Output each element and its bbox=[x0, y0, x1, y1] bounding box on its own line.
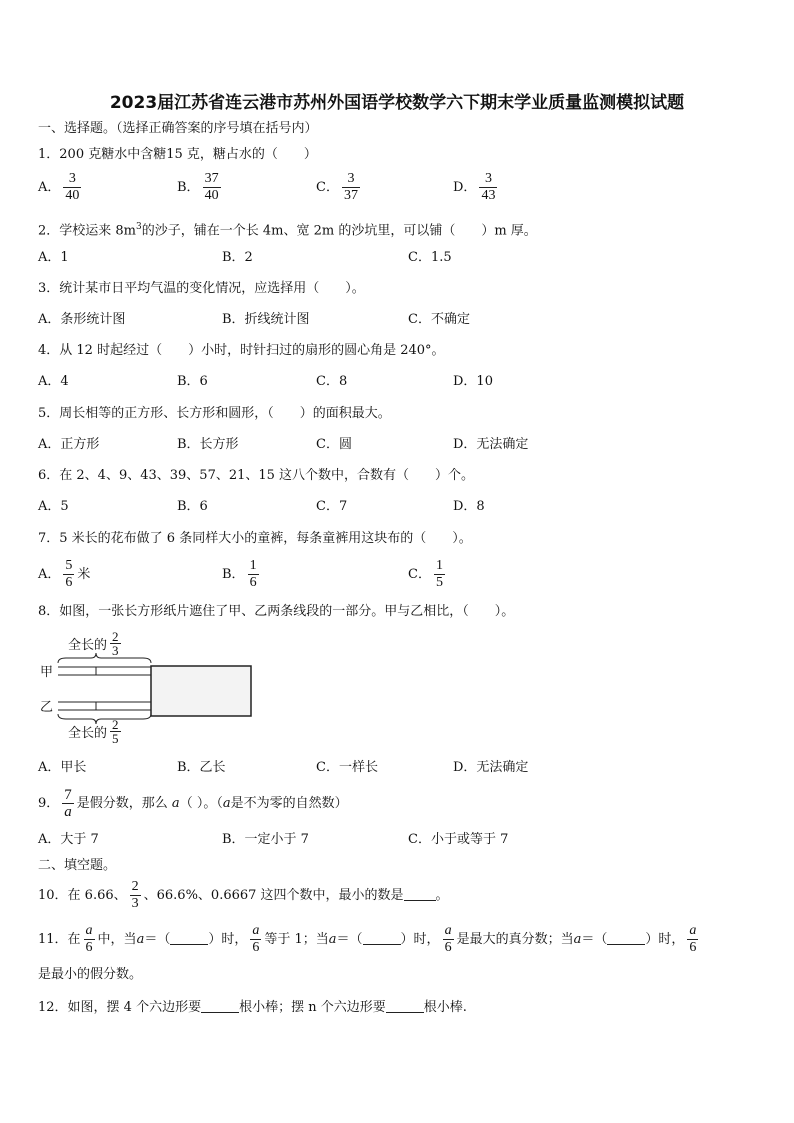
section-heading-choice: 一、选择题。（选择正确答案的序号填在括号内） bbox=[38, 121, 318, 136]
covering-paper bbox=[151, 666, 251, 716]
answer-blank[interactable] bbox=[386, 1000, 424, 1013]
page-title: 2023届江苏省连云港市苏州外国语学校数学六下期末学业质量监测模拟试题 bbox=[109, 93, 685, 113]
answer-blank[interactable] bbox=[404, 888, 436, 901]
question-5-option-c: C．圆 bbox=[316, 437, 352, 452]
question-3-option-a: A．条形统计图 bbox=[38, 312, 126, 327]
answer-blank[interactable] bbox=[170, 932, 208, 945]
answer-blank[interactable] bbox=[607, 932, 645, 945]
question-2-stem: 2．学校运来 $8m^3$的沙子，铺在一个长 4m、宽 2m 的沙坑里，可以铺（ ）m 厚。 bbox=[38, 222, 537, 239]
question-8-stem: 8．如图，一张长方形纸片遮住了甲、乙两条线段的一部分。甲与乙相比，（ ）。 bbox=[38, 604, 515, 619]
question-7-option-b: B． $\frac{1}{6}$ bbox=[222, 558, 257, 590]
bottom-fraction-label: 全长的 $\frac{2}{5}$ bbox=[68, 717, 119, 746]
question-2-option-a: A．1 bbox=[38, 250, 69, 265]
section-heading-fill: 二、填空题。 bbox=[38, 858, 117, 873]
question-8-option-c: C．一样长 bbox=[316, 760, 378, 775]
question-6-option-c: C．7 bbox=[316, 499, 348, 514]
question-6-option-d: D．8 bbox=[453, 499, 485, 514]
top-fraction-label: 全长的 $\frac{2}{3}$ bbox=[68, 629, 119, 658]
question-1-option-b: B． $\frac{37}{40}$ bbox=[177, 171, 219, 203]
question-11-line2: 是最小的假分数。 bbox=[38, 967, 143, 982]
question-4-option-b: B．6 bbox=[177, 374, 208, 389]
question-1-option-c: C． $\frac{3}{37}$ bbox=[316, 171, 358, 203]
question-8-option-d: D．无法确定 bbox=[453, 760, 529, 775]
question-9-stem: 9． $\frac{7}{a}$ 是假分数，那么 a（ ）。（a是不为零的自然数） bbox=[38, 787, 348, 820]
question-6-option-b: B．6 bbox=[177, 499, 208, 514]
label-yi: 乙 bbox=[40, 700, 54, 715]
question-9-option-c: C．小于或等于 7 bbox=[408, 832, 509, 847]
question-3-stem: 3．统计某市日平均气温的变化情况，应选择用（ ）。 bbox=[38, 281, 365, 296]
question-5-option-a: A．正方形 bbox=[38, 437, 100, 452]
question-9-option-a: A．大于 7 bbox=[38, 832, 99, 847]
label-jia: 甲 bbox=[40, 665, 54, 680]
question-5-option-b: B．长方形 bbox=[177, 437, 239, 452]
answer-blank[interactable] bbox=[363, 932, 401, 945]
question-6-option-a: A．5 bbox=[38, 499, 69, 514]
question-4-option-d: D．10 bbox=[453, 374, 493, 389]
question-6-stem: 6．在 2、4、9、43、39、57、21、15 这八个数中，合数有（ ）个。 bbox=[38, 468, 475, 483]
question-5-option-d: D．无法确定 bbox=[453, 437, 529, 452]
question-7-option-a: A． $\frac{5}{6}$ 米 bbox=[38, 558, 91, 590]
question-7-stem: 7．5 米长的花布做了 6 条同样大小的童裤，每条童裤用这块布的（ ）。 bbox=[38, 531, 472, 546]
question-3-option-c: C．不确定 bbox=[408, 312, 470, 327]
question-11-stem: 11．在 $\frac{a}{6}$ 中，当a＝（ ）时， $\frac{a}{6}$ 等于 1；当a＝（ ）时， $\frac{a}{6}$ 是最大的真分数；当a＝（ ）时， $\frac{a}{6}$ bbox=[38, 923, 697, 955]
question-9-option-b: B．一定小于 7 bbox=[222, 832, 309, 847]
question-5-stem: 5．周长相等的正方形、长方形和圆形，（ ）的面积最大。 bbox=[38, 406, 391, 421]
question-12-stem: 12．如图，摆 4 个六边形要 根小棒；摆 n 个六边形要 根小棒. bbox=[38, 1000, 467, 1015]
question-4-option-a: A．4 bbox=[38, 374, 69, 389]
segment-figure bbox=[36, 630, 258, 748]
question-3-option-b: B．折线统计图 bbox=[222, 312, 310, 327]
question-1-option-a: A． $\frac{3}{40}$ bbox=[38, 171, 80, 203]
question-8-option-b: B．乙长 bbox=[177, 760, 226, 775]
question-2-option-c: C．1.5 bbox=[408, 250, 452, 265]
question-1-stem: 1．200 克糖水中含糖15 克，糖占水的（ ） bbox=[38, 147, 317, 162]
question-8-option-a: A．甲长 bbox=[38, 760, 87, 775]
answer-blank[interactable] bbox=[201, 1000, 239, 1013]
question-1-option-d: D． $\frac{3}{43}$ bbox=[453, 171, 496, 203]
question-7-option-c: C． $\frac{1}{5}$ bbox=[408, 558, 443, 590]
question-4-stem: 4．从 12 时起经过（ ）小时，时针扫过的扇形的圆心角是 240°。 bbox=[38, 343, 445, 358]
question-4-option-c: C．8 bbox=[316, 374, 348, 389]
question-2-option-b: B．2 bbox=[222, 250, 253, 265]
question-10-stem: 10．在 6.66、 $\frac{2}{3}$ 、66.6%、0.6667 这四个数中，最小的数是 。 bbox=[38, 879, 449, 911]
